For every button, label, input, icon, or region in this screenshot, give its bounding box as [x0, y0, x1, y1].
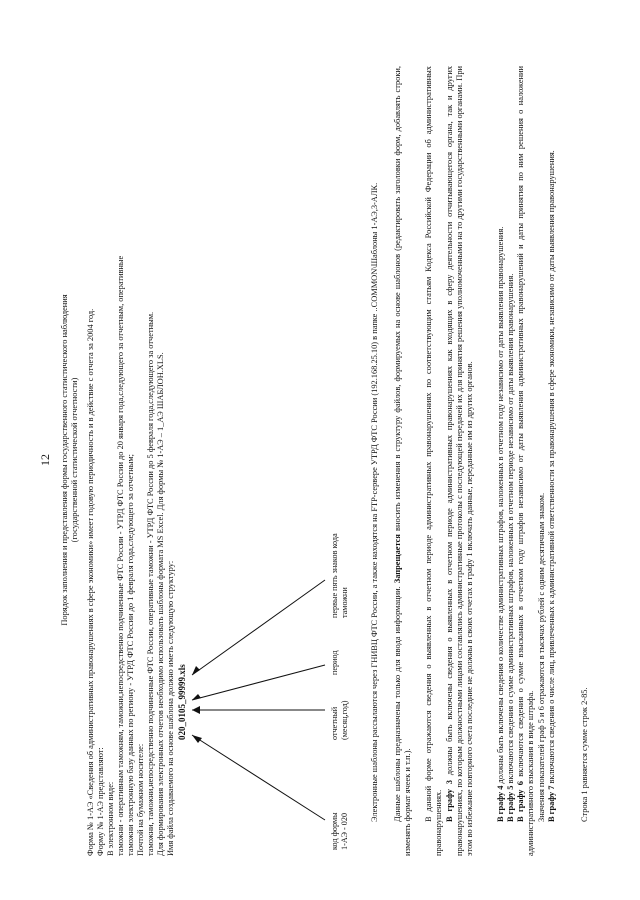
intro-line-8: Для формирования электронных отчетов необходимо использовать шаблоны формата MS Excel. Для формы № 1-АЭ – 1_АЭ ШАБЛОН.XLS.	[156, 352, 165, 856]
page-number: 12	[38, 454, 52, 466]
arrow-customs	[192, 580, 325, 675]
templates-paragraph-2	[393, 66, 413, 856]
intro-line-1: Форма № 1-АЭ «Сведения об административных правонарушениях в сфере экономики» имеет годовую периодичность и в действие с отчета за 2004 год.	[86, 308, 95, 856]
file-name-example: 020_0105_99999.xls	[177, 664, 187, 740]
arrowhead-form-code	[192, 735, 202, 743]
arrowhead-customs	[192, 666, 200, 675]
rules-column-3	[445, 66, 476, 856]
arrow-form-code	[192, 735, 325, 820]
label-customs-code: первые пять знаков кода таможни	[330, 533, 349, 618]
rules-column-5	[506, 66, 516, 856]
column-4-text: должны быть включены сведения о количестве административных штрафов, наложенных в отчетном году независимо от даты выявления правонарушения.	[496, 226, 505, 784]
rules-column-6	[516, 66, 536, 856]
label-reporting-month: отчетный (месяц,год)	[330, 700, 349, 740]
row-1-rule: Строка 1 равняется сумме строк 2-85.	[580, 687, 589, 822]
templates-p2-start: Данные шаблоны предназначены только для ввода информации.	[393, 586, 402, 822]
rotated-document-body	[40, 40, 610, 880]
rules-column-7	[547, 66, 557, 856]
rules-column-4	[496, 66, 506, 856]
column-5-label: В графу 5	[506, 785, 515, 822]
column-3-label: В графу 3	[445, 780, 454, 822]
rules-paragraph-1: В данной форме отражаются сведения о выявленных в отчетном периоде административных правонарушениях по соответствующим статьям Кодекса Российской Федерации об административных правонарушениях.	[424, 66, 444, 856]
arrowhead-month	[192, 706, 200, 714]
column-6-text: включаются сведения о сумме взысканных в отчетном году штрафов независимо от даты выявления административных правонарушений и даты принятия по ним решения о наложении административного взыскания в виде штрафа.	[516, 66, 536, 856]
intro-line-4: таможни - оперативным таможням, таможни,непосредственно подчиненные ФТС России - УТРД ФТС России до 20 января года,следующего за отчетным, оперативные	[116, 255, 125, 856]
label-form-code: код формы 1-АЭ - 020	[330, 812, 349, 850]
templates-p2-forbidden: Запрещается	[393, 534, 402, 584]
intro-line-5: таможни электронную базу данных по региону - УТРД ФТС России до 1 февраля года,следующего за отчетным;	[126, 454, 135, 856]
column-5-text: включаются сведения о сумме административных штрафов, наложенных в отчетном периоде независимо от даты выявления правонарушения.	[506, 273, 515, 784]
label-period: период	[330, 650, 339, 675]
column-3-text: должны быть включены сведения о выявленных в отчетном периоде административных правонарушениях как входящих в сферу деятельности отчитывающегося органа, так и других правонарушениях, по которым должностными лицами составлялись административные протоколы с последующей передачей их для принятия решения уполномоченными на то другими государственными органами. При этом во избежание повторного счета последние не должны в своих отчетах в графу 1 включать данные, переданные им из других органов.	[445, 65, 475, 856]
title-line-2: (государственной статистической отчетности)	[70, 377, 80, 543]
templates-p2-end: вносить изменения в структуру файлов, формируемых на основе шаблонов (редактировать заголовки форм, добавлять строки, изменять формат ячеек и т.п.).	[393, 66, 413, 856]
intro-line-6: Почтой на бумажном носителе:	[136, 743, 145, 856]
intro-line-7: таможни, таможни,непосредственно подчиненные ФТС России, оперативные таможни - УТРД ФТС России до 5 февраля года,следующего за отчетным.	[146, 311, 155, 856]
column-7-text: включаются сведения о числе лиц, привлеченных к административной ответственности за правонарушения в сфере экономики, независимо от даты выявления правонарушения.	[547, 150, 556, 784]
values-note: Значения показателей граф 5 и 6 отражаются в тысячах рублей с одним десятичным знаком.	[537, 492, 546, 822]
column-7-label: В графу 7	[547, 785, 556, 822]
column-4-label: В графу 4	[496, 785, 505, 822]
arrow-period	[192, 665, 325, 700]
intro-line-3: В электронном виде:	[106, 781, 115, 856]
column-6-label: В графу 6	[516, 781, 525, 822]
templates-paragraph-1: Электронные шаблоны рассылаются через ГНИВЦ ФТС России, а также находятся на FTP-сервере УТРД ФТС России (192.168.25.10) в папке ..COMMON\Шаблоны 1-АЭ,3-АЛК.	[370, 182, 379, 822]
title-line-1: Порядок заполнения и представления формы государственного статистического наблюдения	[60, 294, 69, 626]
intro-line-9: Имя файла создаваемого на основе шаблона должно иметь следующую структуру:	[166, 560, 175, 856]
intro-line-2: Форму № 1-АЭ представляют:	[96, 747, 105, 856]
